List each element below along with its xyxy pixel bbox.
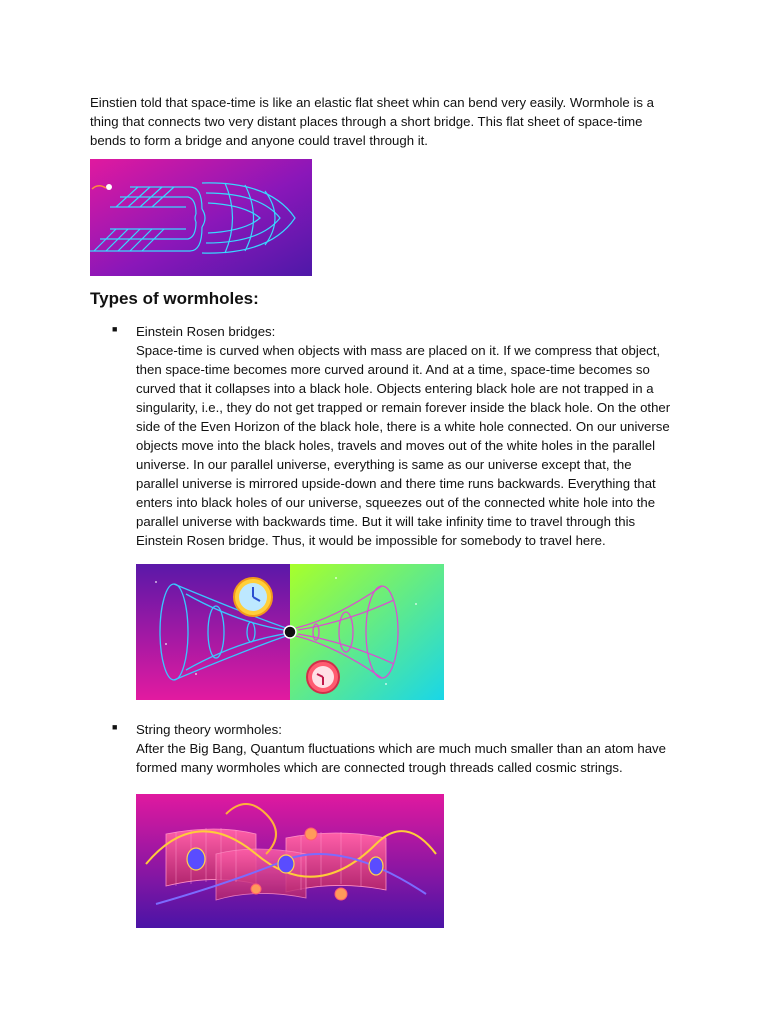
intro-paragraph: Einstien told that space-time is like an elastic flat sheet whin can bend very easily. Wormhole is a thing that connects two very distant places through a short bridge. This flat sheet of space-time bends to form a bridge and anyone could travel through it. [90, 95, 654, 148]
bullet-icon: ■ [112, 722, 118, 732]
section-heading: Types of wormholes: [90, 289, 259, 308]
string-theory-wormholes-illustration [136, 794, 444, 928]
wormhole-grid-illustration [90, 159, 312, 276]
bullet-icon: ■ [112, 324, 118, 334]
bullet-body: After the Big Bang, Quantum fluctuations which are much much smaller than an atom have formed many wormholes which are connected trough threads called cosmic strings. [136, 741, 666, 775]
list-item-einstein-rosen [90, 322, 690, 552]
list-item-string-theory [90, 720, 690, 780]
einstein-rosen-bridge-illustration [136, 564, 444, 700]
bullet-title: String theory wormholes: [136, 722, 282, 737]
bullet-body: Space-time is curved when objects with mass are placed on it. If we compress that object, then space-time becomes more curved around it. And at a time, space-time becomes so curved that it collapses into a black hole. Objects entering black hole are not trapped in a singularity, i.e., they do not get trapped or remain forever inside the black hole. On the other side of the Even Horizon of the black hole, there is a white hole connected. On our universe objects move into the black holes, travels and moves out of the white holes in the parallel universe. In our parallel universe, everything is same as our universe except that, the parallel universe is mirrored upside-down and there time runs backwards. Everything that enters into black holes of our universe, squeezes out of the connected white hole into the parallel universe with backwards time. But it will take infinity time to travel through this Einstein Rosen bridge. Thus, it would be impossible for somebody to travel here. [136, 343, 671, 548]
bullet-title: Einstein Rosen bridges: [136, 324, 276, 339]
